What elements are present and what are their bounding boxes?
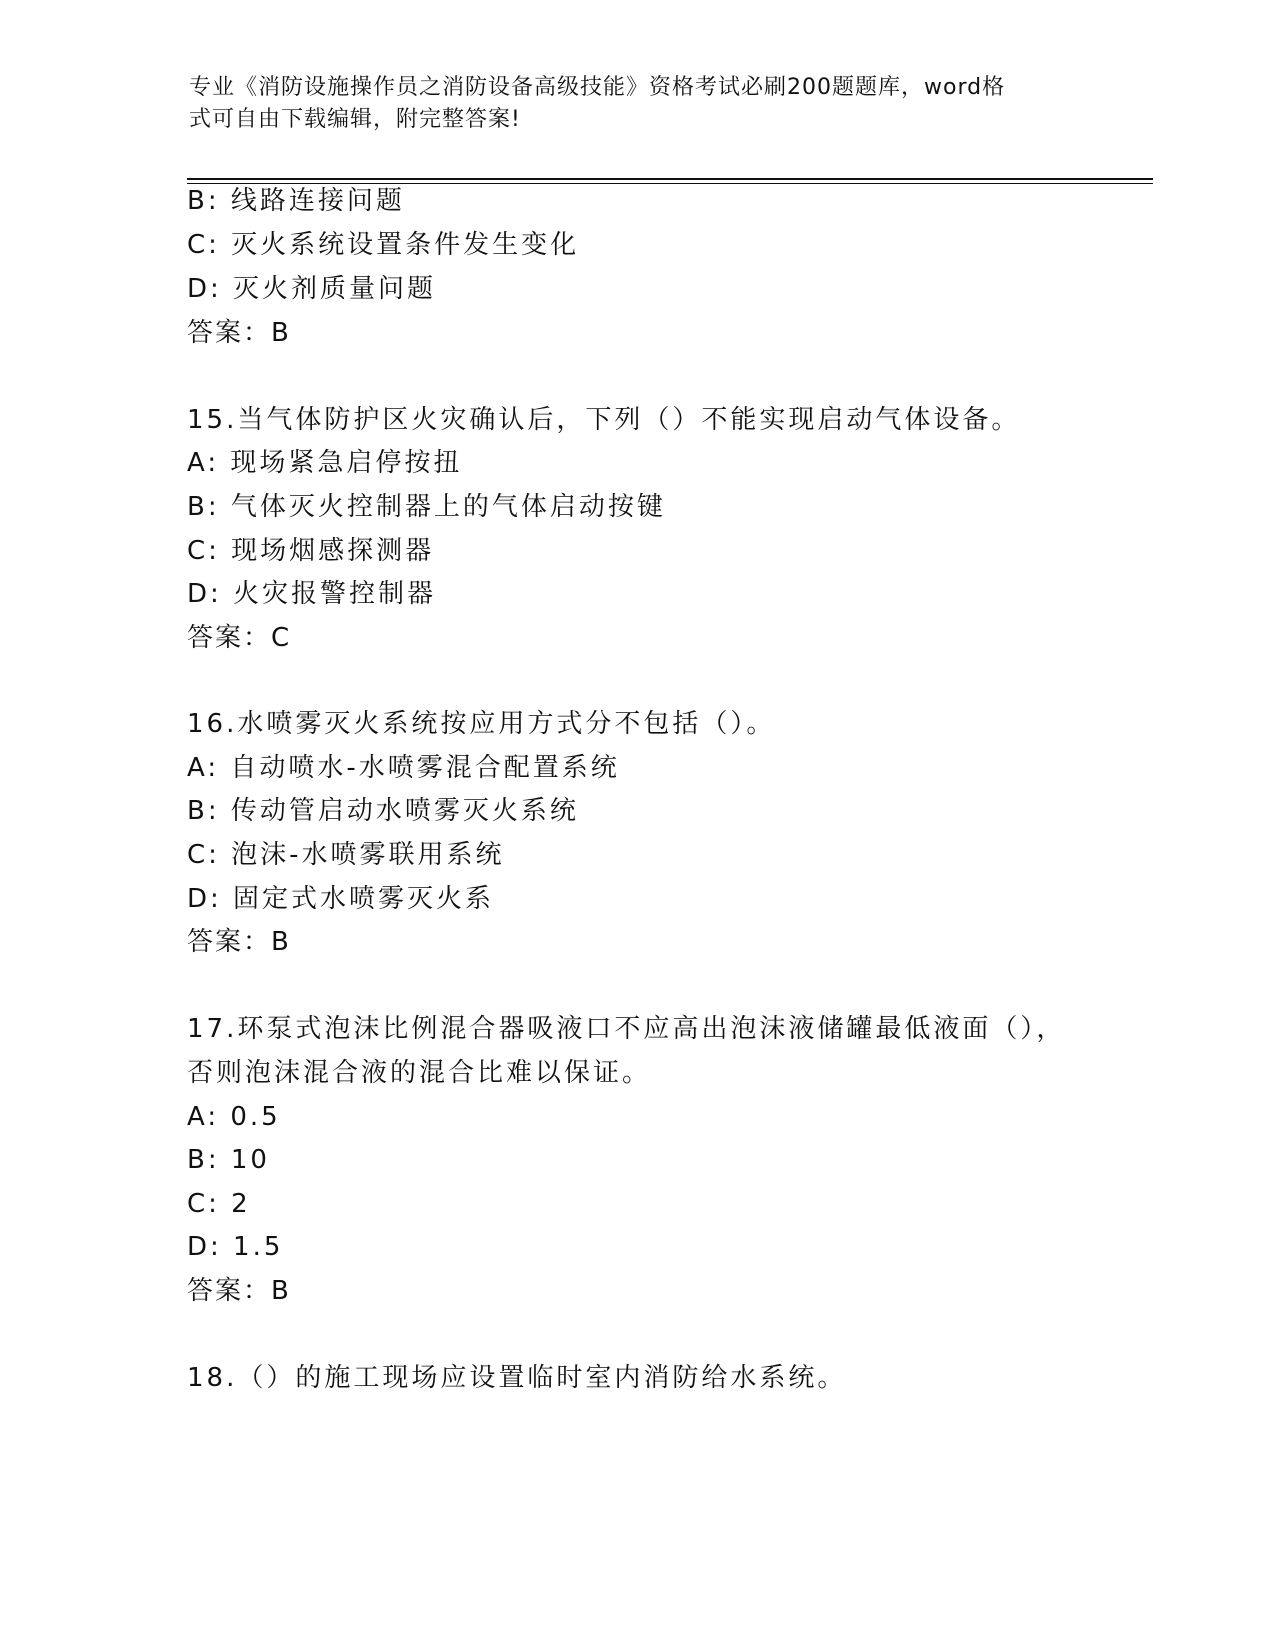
q17-question-line-2: 否则泡沫混合液的混合比难以保证。: [187, 1058, 652, 1088]
q18-question: 18.（）的施工现场应设置临时室内消防给水系统。: [187, 1363, 847, 1393]
q17-answer: 答案：B: [187, 1276, 291, 1306]
q15-question: 15.当气体防护区火灾确认后，下列（）不能实现启动气体设备。: [187, 405, 1021, 435]
q17-option-c: C: 2: [187, 1189, 251, 1219]
q17-option-d: D: 1.5: [187, 1232, 284, 1262]
q16-option-c: C: 泡沫-水喷雾联用系统: [187, 840, 505, 870]
q17-question-line-1: 17.环泵式泡沫比例混合器吸液口不应高出泡沫液储罐最低液面（），: [187, 1014, 1066, 1044]
header-rule-thick: [187, 178, 1153, 180]
header-line-1: 专业《消防设施操作员之消防设备高级技能》资格考试必刷200题题库，word格: [189, 75, 1006, 100]
q15-option-d: D: 火灾报警控制器: [187, 579, 437, 609]
q17-option-a: A: 0.5: [187, 1102, 281, 1132]
q16-option-a: A: 自动喷水-水喷雾混合配置系统: [187, 753, 620, 783]
q15-answer: 答案：C: [187, 623, 292, 653]
q16-option-d: D: 固定式水喷雾灭火系: [187, 884, 495, 914]
document-header: [189, 72, 1069, 136]
header-line-2: 式可自由下载编辑，附完整答案!: [189, 107, 521, 132]
q15-option-c: C: 现场烟感探测器: [187, 536, 435, 566]
q16-option-b: B: 传动管启动水喷雾灭火系统: [187, 796, 579, 826]
q14-answer: 答案：B: [187, 318, 291, 348]
q16-answer: 答案：B: [187, 927, 291, 957]
q14-option-b: B: 线路连接问题: [187, 186, 405, 216]
q16-question: 16.水喷雾灭火系统按应用方式分不包括（）。: [187, 709, 776, 739]
q15-option-a: A: 现场紧急启停按扭: [187, 448, 463, 478]
q14-option-c: C: 灭火系统设置条件发生变化: [187, 230, 580, 260]
q15-option-b: B: 气体灭火控制器上的气体启动按键: [187, 492, 666, 522]
header-rule-thin: [187, 183, 1153, 184]
q17-option-b: B: 10: [187, 1145, 270, 1175]
q14-option-d: D: 灭火剂质量问题: [187, 274, 437, 304]
